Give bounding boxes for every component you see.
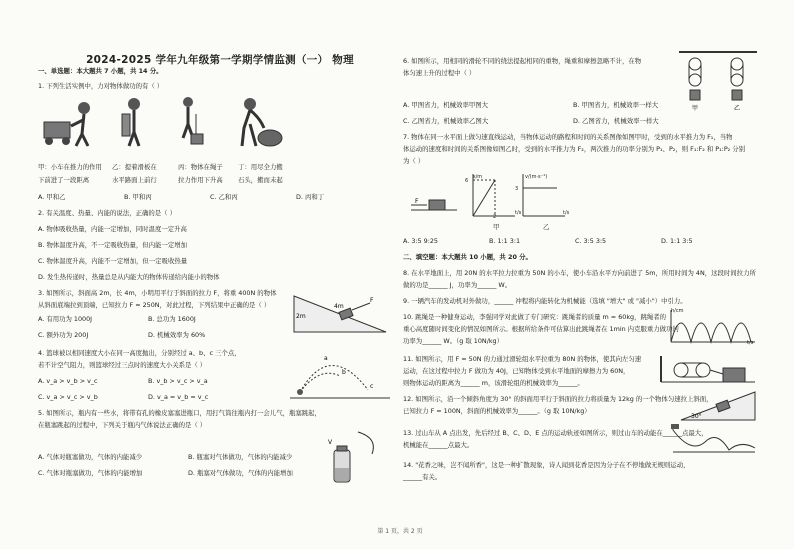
q10-axis-h: h/cm bbox=[671, 308, 684, 314]
q1-caption-d2: 石头，搬而未起 bbox=[238, 176, 283, 184]
q7-axis-t1: t/s bbox=[515, 210, 522, 216]
question-6-stem-1: 6. 如图所示，用相同的滑轮不同的绕法提起相同的重物，绳重和摩擦忽略不计，在物 bbox=[403, 57, 642, 65]
q7-label-yi: 乙 bbox=[543, 223, 550, 231]
question-12-stem-2: 已知拉力 F = 100N，斜面的机械效率为______。（g 取 10N/kg） bbox=[403, 407, 591, 415]
q5-option-b: B. 瓶塞对气体做功，气体的内能减少 bbox=[188, 453, 293, 461]
question-10-stem-3: 功率为______ W。（g 取 10N/kg） bbox=[403, 337, 503, 345]
q2-option-c: C. 物体温度升高，内能不一定增加，但一定吸收热量 bbox=[38, 257, 188, 265]
q6-option-a: A. 甲图省力，机械效率甲图大 bbox=[403, 101, 489, 109]
q1-caption-c: 丙：物体在绳子 bbox=[178, 163, 223, 171]
q7-label-jia: 甲 bbox=[493, 223, 500, 231]
bottle-pump-diagram bbox=[328, 428, 388, 486]
question-10-stem-1: 10. 跳绳是一种健身运动，李强同学对此做了专门研究：跳绳者的质量 m = 60kg，跳绳者的 bbox=[403, 313, 667, 321]
q2-option-b: B. 物体温度升高，不一定吸收热量，但内能一定增加 bbox=[38, 241, 188, 249]
trajectory-diagram bbox=[290, 346, 390, 406]
svg-text:甲: 甲 bbox=[692, 105, 699, 112]
q1-option-a: A. 甲和乙 bbox=[38, 193, 66, 201]
q7-option-b: B. 1:1 3:1 bbox=[489, 237, 521, 245]
svg-text:30°: 30° bbox=[691, 413, 702, 420]
section-heading-fill-blank: 二、填空题：本大题共 10 小题，共 20 分。 bbox=[403, 253, 532, 261]
svg-text:F: F bbox=[370, 297, 374, 304]
q3-option-b: B. 总功为 1600J bbox=[148, 315, 196, 323]
q6-option-c: C. 乙图省力，机械效率乙图大 bbox=[403, 117, 489, 125]
question-10-stem-2: 重心高度随时间变化的情况如图所示。根据所给条件可估算出此跳绳者在 1min 内克服重力做功的 bbox=[403, 325, 679, 333]
q1-caption-c2: 拉力作用下升高 bbox=[178, 176, 223, 184]
q5-option-d: D. 瓶塞对气体做功，气体的内能增加 bbox=[188, 469, 293, 477]
basketball-figure bbox=[290, 346, 390, 406]
question-1-stem: 1. 下列生活实例中，力对物体做功的有（ ） bbox=[38, 82, 164, 90]
question-8-stem-2: 做的功是______ J，功率为______ W。 bbox=[403, 281, 512, 289]
svg-text:V: V bbox=[328, 439, 333, 446]
q5-option-c: C. 气体对瓶塞做功，气体的内能增加 bbox=[38, 469, 143, 477]
svg-text:a: a bbox=[324, 355, 328, 362]
incline-diagram bbox=[290, 288, 390, 336]
question-7-stem-2: 体运动的速度和时间的关系图像如图乙时，受到的水平推力为 F₂，两次推力的功率分别为 P₁、P₂，则 F₁:F₂ 和 P₁:P₂ 分别 bbox=[403, 145, 746, 153]
question-3-stem-1: 3. 如图所示，斜面高 2m，长 4m，小明用平行于斜面的拉力 F，将重 400N 的物体 bbox=[38, 289, 277, 297]
svg-text:b: b bbox=[342, 369, 346, 376]
q11-figure bbox=[659, 352, 757, 388]
svg-text:2m: 2m bbox=[296, 313, 306, 320]
q7-tick-3: 3 bbox=[515, 186, 519, 192]
q1-option-b: B. 甲和丙 bbox=[124, 193, 152, 201]
q3-option-c: C. 额外功为 200J bbox=[38, 331, 89, 339]
page-footer: 第 1 页，共 2 页 bbox=[377, 528, 423, 535]
q1-caption-a2: 下前进了一段距离 bbox=[38, 176, 90, 184]
svg-text:乙: 乙 bbox=[734, 105, 741, 112]
q5-option-a: A. 气体对瓶塞做功，气体的内能减少 bbox=[38, 453, 143, 461]
q6-option-d: D. 乙图省力，机械效率一样大 bbox=[573, 117, 659, 125]
q7-option-d: D. 1:1 3:5 bbox=[661, 237, 693, 245]
q1-option-c: C. 乙和丙 bbox=[210, 193, 238, 201]
q7-option-c: C. 3:5 3:5 bbox=[575, 237, 607, 245]
question-12-stem-1: 12. 如图所示，沿一个倾斜角度为 30° 的斜面用平行于斜面的拉力将质量为 12kg 的一个物体匀速拉上斜面， bbox=[403, 395, 713, 403]
q7-option-a: A. 3:5 9:25 bbox=[403, 237, 438, 245]
q1-caption-b: 乙：提着滑板在 bbox=[112, 163, 157, 171]
q7-tick-2: 2 bbox=[493, 214, 497, 220]
question-9-stem: 9. 一辆汽车的发动机对外做功，______ 冲程将内能转化为机械能（选填 "增大" 或 "减小"）中引力。 bbox=[403, 297, 687, 305]
bottle-figure bbox=[328, 428, 388, 486]
q4-option-b: B. v_b > v_c > v_a bbox=[148, 377, 208, 385]
question-11-stem-3: 则物体运动的距离为______ m，该滑轮组的机械效率为______。 bbox=[403, 379, 584, 387]
question-7-stem-1: 7. 物体在同一水平面上做匀速直线运动，当物体运动的路程和时间的关系图像如图甲时，受到的水平推力为 F₁，当物 bbox=[403, 133, 733, 141]
horizontal-pulley-diagram bbox=[659, 352, 757, 388]
svg-text:c: c bbox=[370, 383, 374, 390]
question-7-stem-3: 为（ ） bbox=[403, 157, 425, 165]
q13-figure bbox=[671, 424, 757, 454]
slope-figure bbox=[290, 288, 390, 336]
question-14-stem-1: 14. "花香之味，岂不闻所香"，这是一种扩散现象，诗人闻到花香是因为分子在不停地做无规则运动， bbox=[403, 461, 690, 469]
q2-option-a: A. 物体吸收热量，内能一定增加，同时温度一定升高 bbox=[38, 225, 187, 233]
question-13-stem-1: 13. 过山车从 A 点出发，先后经过 B、C、D、E 点的运动轨迹如图所示，则过山车的动能在______点最大， bbox=[403, 429, 708, 437]
question-5-stem-1: 5. 如图所示，瓶内有一些水，将带有孔的橡皮塞塞进瓶口，用打气筒往瓶内打一会儿气，瓶塞跳起， bbox=[38, 409, 321, 417]
work-examples-illustration bbox=[38, 94, 308, 156]
question-3-stem-2: 从斜面底端拉到顶端，已知拉力 F = 250N，对此过程，下列结果中正确的是（ ） bbox=[38, 301, 271, 309]
question-13-stem-2: 机械能在______点最大。 bbox=[403, 441, 474, 449]
pulley-figure bbox=[679, 50, 757, 112]
q7-axis-t2: t/s bbox=[563, 210, 570, 216]
roller-coaster-diagram bbox=[671, 424, 757, 454]
q4-option-a: A. v_a > v_b > v_c bbox=[38, 377, 98, 385]
q10-axis-t: t/s bbox=[747, 340, 754, 346]
question-2-stem: 2. 有关温度、热量、内能的说法，正确的是（ ） bbox=[38, 209, 176, 217]
q7-axis-s: s/m bbox=[473, 174, 483, 180]
question-11-stem-2: 运动，在这过程中拉力 F 做功为 40J，已知物体受到水平地面的摩擦力为 60N， bbox=[403, 367, 630, 375]
svg-text:4m: 4m bbox=[334, 303, 344, 310]
q6-option-b: B. 甲图省力，机械效率一样大 bbox=[573, 101, 659, 109]
q1-caption-d: 丁：用尽全力搬 bbox=[238, 163, 283, 171]
slope-30-diagram bbox=[679, 388, 757, 422]
q1-caption-a: 甲：小车在推力的作用 bbox=[38, 163, 102, 171]
q4-option-c: C. v_a > v_c > v_b bbox=[38, 393, 98, 401]
q3-option-a: A. 有用功为 1000J bbox=[38, 315, 93, 323]
question-11-stem-1: 11. 如图所示，用 F = 50N 的力通过滑轮组水平拉重为 80N 的物体，使其向左匀速 bbox=[403, 355, 642, 363]
q2-option-d: D. 发生热传递时，热量总是从内能大的物体传递给内能小的物体 bbox=[38, 273, 220, 281]
q1-caption-b2: 水平路面上前行 bbox=[112, 176, 157, 184]
q4-option-d: D. v_a = v_b = v_c bbox=[148, 393, 209, 401]
pulley-diagram bbox=[679, 50, 757, 112]
svg-text:F: F bbox=[415, 198, 419, 205]
question-6-stem-2: 体匀速上升的过程中（ ） bbox=[403, 69, 476, 77]
q7-axis-v: v/(m·s⁻¹) bbox=[525, 174, 548, 180]
q7-tick-6: 6 bbox=[465, 178, 469, 184]
question-1-figures bbox=[38, 94, 308, 156]
q3-option-d: D. 机械效率为 60% bbox=[148, 331, 206, 339]
question-5-stem-2: 在瓶塞跳起的过程中，下列关于瓶内气体说法正确的是（ ） bbox=[38, 421, 207, 429]
page-title: 2024-2025 学年九年级第一学期学情监测（一） 物理 bbox=[86, 54, 354, 66]
q1-option-d: D. 丙和丁 bbox=[296, 193, 325, 201]
section-heading-single-choice: 一、单选题：本大题共 7 小题，共 14 分。 bbox=[38, 67, 163, 75]
q12-figure bbox=[679, 388, 757, 422]
question-8-stem-1: 8. 在水平地面上，用 20N 的水平拉力拉重为 50N 的小车，使小车沿水平方向前进了 5m，所用时间为 4N，这段时间拉力所 bbox=[403, 269, 756, 277]
question-4-stem-2: 若不计空气阻力，则篮球经过三点时的速度大小关系是（ ） bbox=[38, 361, 207, 369]
question-14-stem-2: ______有关。 bbox=[403, 473, 442, 481]
question-4-stem-1: 4. 篮球被以相同速度大小在同一高度抛出，分别经过 a、b、c 三个点， bbox=[38, 349, 241, 357]
